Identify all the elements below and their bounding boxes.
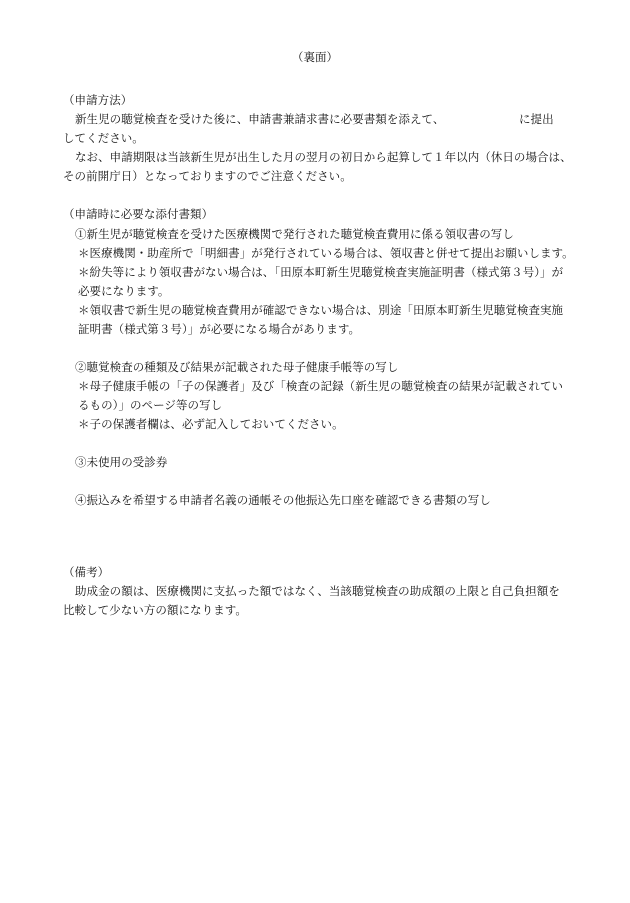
page-title: （裏面） [291,50,339,64]
application-method-para2-line2: その前開庁日）となっておりますのでご注意ください。 [63,169,352,183]
application-method-para1-line2: してください。 [63,131,144,145]
remarks-line1: 助成金の額は、医療機関に支払った額ではなく、当該聴覚検査の助成額の上限と自己負担額を [75,584,560,598]
doc-item1-note2-line1: ＊紛失等により領収書がない場合は、「田原本町新生児聴覚検査実施証明書（様式第３号）」が [78,265,564,279]
doc-item2-title: ②聴覚検査の種類及び結果が記載された母子健康手帳等の写し [75,360,399,374]
application-method-para1-line1a: 新生児の聴覚検査を受けた後に、申請書兼請求書に必要書類を添えて、 [75,112,445,126]
application-method-para2-line1: なお、申請期限は当該新生児が出生した月の翌月の初日から起算して１年以内（休日の場合は、 [75,150,572,164]
remarks-line2: 比較して少ない方の額になります。 [63,603,247,617]
application-method-para1-line1b: に提出 [519,112,554,126]
required-documents-heading: （申請時に必要な添付書類） [63,207,214,221]
doc-item2-note1-line1: ＊母子健康手帳の「子の保護者」及び「検査の記録（新生児の聴覚検査の結果が記載されてい [78,379,564,393]
doc-item1-note1: ＊医療機関・助産所で「明細書」が発行されている場合は、領収書と併せて提出お願いします。 [78,246,574,260]
doc-item1-note3-line1: ＊領収書で新生児の聴覚検査費用が確認できない場合は、別途「田原本町新生児聴覚検査実施 [78,303,564,317]
doc-item2-note1-line2: るもの）」のページ等の写し [78,398,223,412]
application-method-heading: （申請方法） [63,93,133,107]
doc-item4-title: ④振込みを希望する申請者名義の通帳その他振込先口座を確認できる書類の写し [75,493,491,507]
doc-item1-note3-line2: 証明書（様式第３号）」が必要になる場合があります。 [78,322,361,336]
doc-item3-title: ③未使用の受診券 [75,455,168,469]
doc-item1-note2-line2: 必要になります。 [78,284,170,298]
doc-item1-title: ①新生児が聴覚検査を受けた医療機関で発行された聴覚検査費用に係る領収書の写し [75,227,514,241]
remarks-heading: （備考） [63,565,110,579]
doc-item2-note2: ＊子の保護者欄は、必ず記入しておいてください。 [78,417,344,431]
